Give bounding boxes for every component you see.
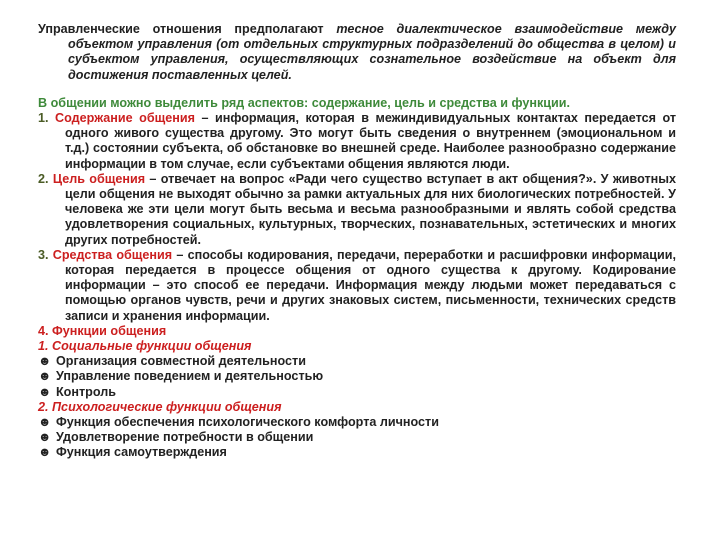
bullet-icon: ☻ (38, 354, 52, 369)
bullet-icon: ☻ (38, 415, 52, 430)
aspect-item-means (38, 248, 676, 324)
aspects-heading: В общении можно выделить ряд аспектов: содержание, цель и средства и функции. (38, 95, 570, 110)
functions-heading: 4. Функции общения (38, 323, 167, 338)
intro-definition: тесное диалектическое взаимодействие между объектом управления (от отдельных структурных подразделений до общества в целом) и субъектом управления, осуществляющих сознательное воздействие на объект для достижения поставленных целей. (68, 22, 676, 82)
item-term: Содержание общения (55, 111, 195, 126)
list-item: ☻ Удовлетворение потребности в общении (38, 430, 314, 445)
item-term: Цель общения (52, 171, 146, 186)
item-term: Средства общения (52, 247, 173, 262)
list-item: ☻ Организация совместной деятельности (38, 354, 306, 369)
list-item: ☻ Управление поведением и деятельностью (38, 369, 324, 384)
social-functions-heading: 1. Социальные функции общения (38, 339, 252, 354)
bullet-icon: ☻ (38, 430, 52, 445)
item-text: – информация, которая в межиндивидуальных контактах передается от одного живого существа другому. Это могут быть сведения о внутреннем (эмоциональном и т.д.) состоянии субъекта, об обстановке во внешней среде. Наиболее разнообразно содержание информации в том случае, если субъектами общения являются люди. (65, 111, 676, 171)
bullet-icon: ☻ (38, 445, 52, 460)
slide-content (38, 22, 676, 461)
item-number: 3. (38, 247, 53, 262)
item-number: 2. (38, 171, 53, 186)
aspect-item-goal (38, 172, 676, 248)
psych-functions-heading: 2. Психологические функции общения (38, 399, 282, 414)
list-item: ☻ Функция самоутверждения (38, 445, 227, 460)
item-text: – способы кодирования, передачи, переработки и расшифровки информации, которая передается в процессе общения от одного существа к другому. Кодирование информации – это способ ее передачи. Информация между людьми может передаваться с помощью органов чувств, речи и других знаковых систем, письменности, технических средств записи и хранения информации. (65, 247, 676, 323)
list-item: ☻ Функция обеспечения психологического комфорта личности (38, 415, 439, 430)
intro-paragraph (38, 22, 676, 83)
aspect-item-content (38, 111, 676, 172)
bullet-icon: ☻ (38, 369, 52, 384)
bullet-icon: ☻ (38, 384, 52, 399)
intro-lead: Управленческие отношения предполагают (38, 22, 337, 36)
item-number: 1. (38, 111, 56, 126)
item-text: – отвечает на вопрос «Ради чего существо вступает в акт общения?». У животных цели общения не выходят обычно за рамки актуальных для них биологических потребностей. У человека же эти цели могут быть весьма и весьма разнообразными и являть собой средства удовлетворения социальных, культурных, творческих, познавательных, эстетических и многих других потребностей. (65, 171, 676, 247)
list-item: ☻ Контроль (38, 384, 116, 399)
